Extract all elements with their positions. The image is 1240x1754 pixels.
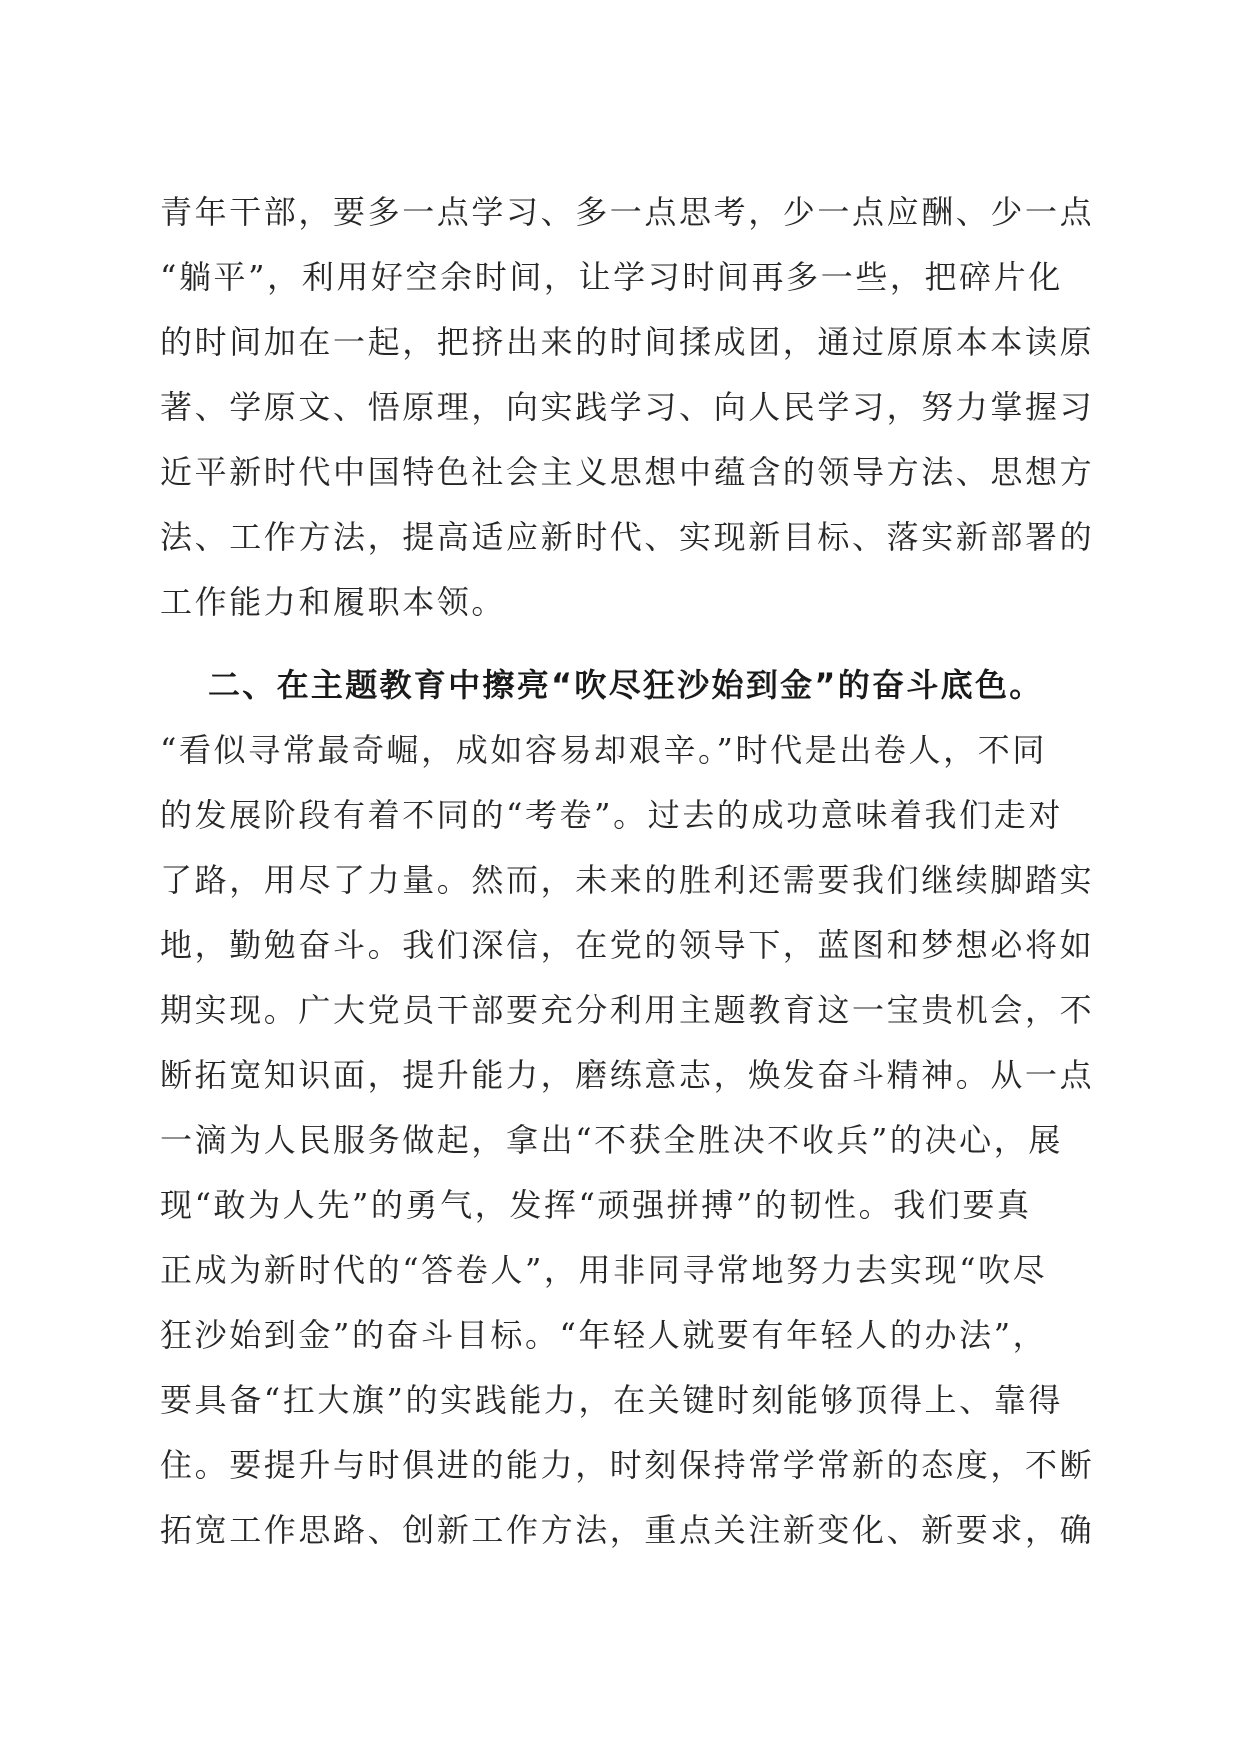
text-line: 拓宽工作思路、创新工作方法，重点关注新变化、新要求，确 xyxy=(160,1511,1095,1549)
text-line: 的时间加在一起，把挤出来的时间揉成团，通过原原本本读原 xyxy=(160,323,1095,361)
text-line: 法、工作方法，提高适应新时代、实现新目标、落实新部署的 xyxy=(160,518,1095,556)
paragraph-2 xyxy=(160,718,1095,1563)
paragraph-1 xyxy=(160,180,1095,635)
body-text xyxy=(160,180,1095,1563)
text-line: 要具备“扛大旗”的实践能力，在关键时刻能够顶得上、靠得 xyxy=(160,1381,1063,1419)
text-line: 断拓宽知识面，提升能力，磨练意志，焕发奋斗精神。从一点 xyxy=(160,1056,1095,1094)
section-heading: 二、在主题教育中擦亮“吹尽狂沙始到金”的奋斗底色。 xyxy=(208,666,1044,704)
text-line: 正成为新时代的“答卷人”，用非同寻常地努力去实现“吹尽 xyxy=(160,1251,1048,1289)
text-line: 青年干部，要多一点学习、多一点思考，少一点应酬、少一点 xyxy=(160,193,1095,231)
text-line: 一滴为人民服务做起，拿出“不获全胜决不收兵”的决心，展 xyxy=(160,1121,1063,1159)
text-line: “躺平”，利用好空余时间，让学习时间再多一些，把碎片化 xyxy=(160,258,1063,296)
text-line: “看似寻常最奇崛，成如容易却艰辛。”时代是出卷人，不同 xyxy=(160,731,1047,769)
text-line: 期实现。广大党员干部要充分利用主题教育这一宝贵机会，不 xyxy=(160,991,1095,1029)
text-line: 著、学原文、悟原理，向实践学习、向人民学习，努力掌握习 xyxy=(160,388,1095,426)
text-line: 住。要提升与时俱进的能力，时刻保持常学常新的态度，不断 xyxy=(160,1446,1095,1484)
text-line: 近平新时代中国特色社会主义思想中蕴含的领导方法、思想方 xyxy=(160,453,1095,491)
text-line: 狂沙始到金”的奋斗目标。“年轻人就要有年轻人的办法”， xyxy=(160,1316,1048,1354)
text-line: 现“敢为人先”的勇气，发挥“顽强拼搏”的韧性。我们要真 xyxy=(160,1186,1032,1224)
text-line: 的发展阶段有着不同的“考卷”。过去的成功意味着我们走对 xyxy=(160,796,1063,834)
text-line: 了路，用尽了力量。然而，未来的胜利还需要我们继续脚踏实 xyxy=(160,861,1095,899)
text-line: 地，勤勉奋斗。我们深信，在党的领导下，蓝图和梦想必将如 xyxy=(160,926,1095,964)
text-line: 工作能力和履职本领。 xyxy=(160,583,507,621)
